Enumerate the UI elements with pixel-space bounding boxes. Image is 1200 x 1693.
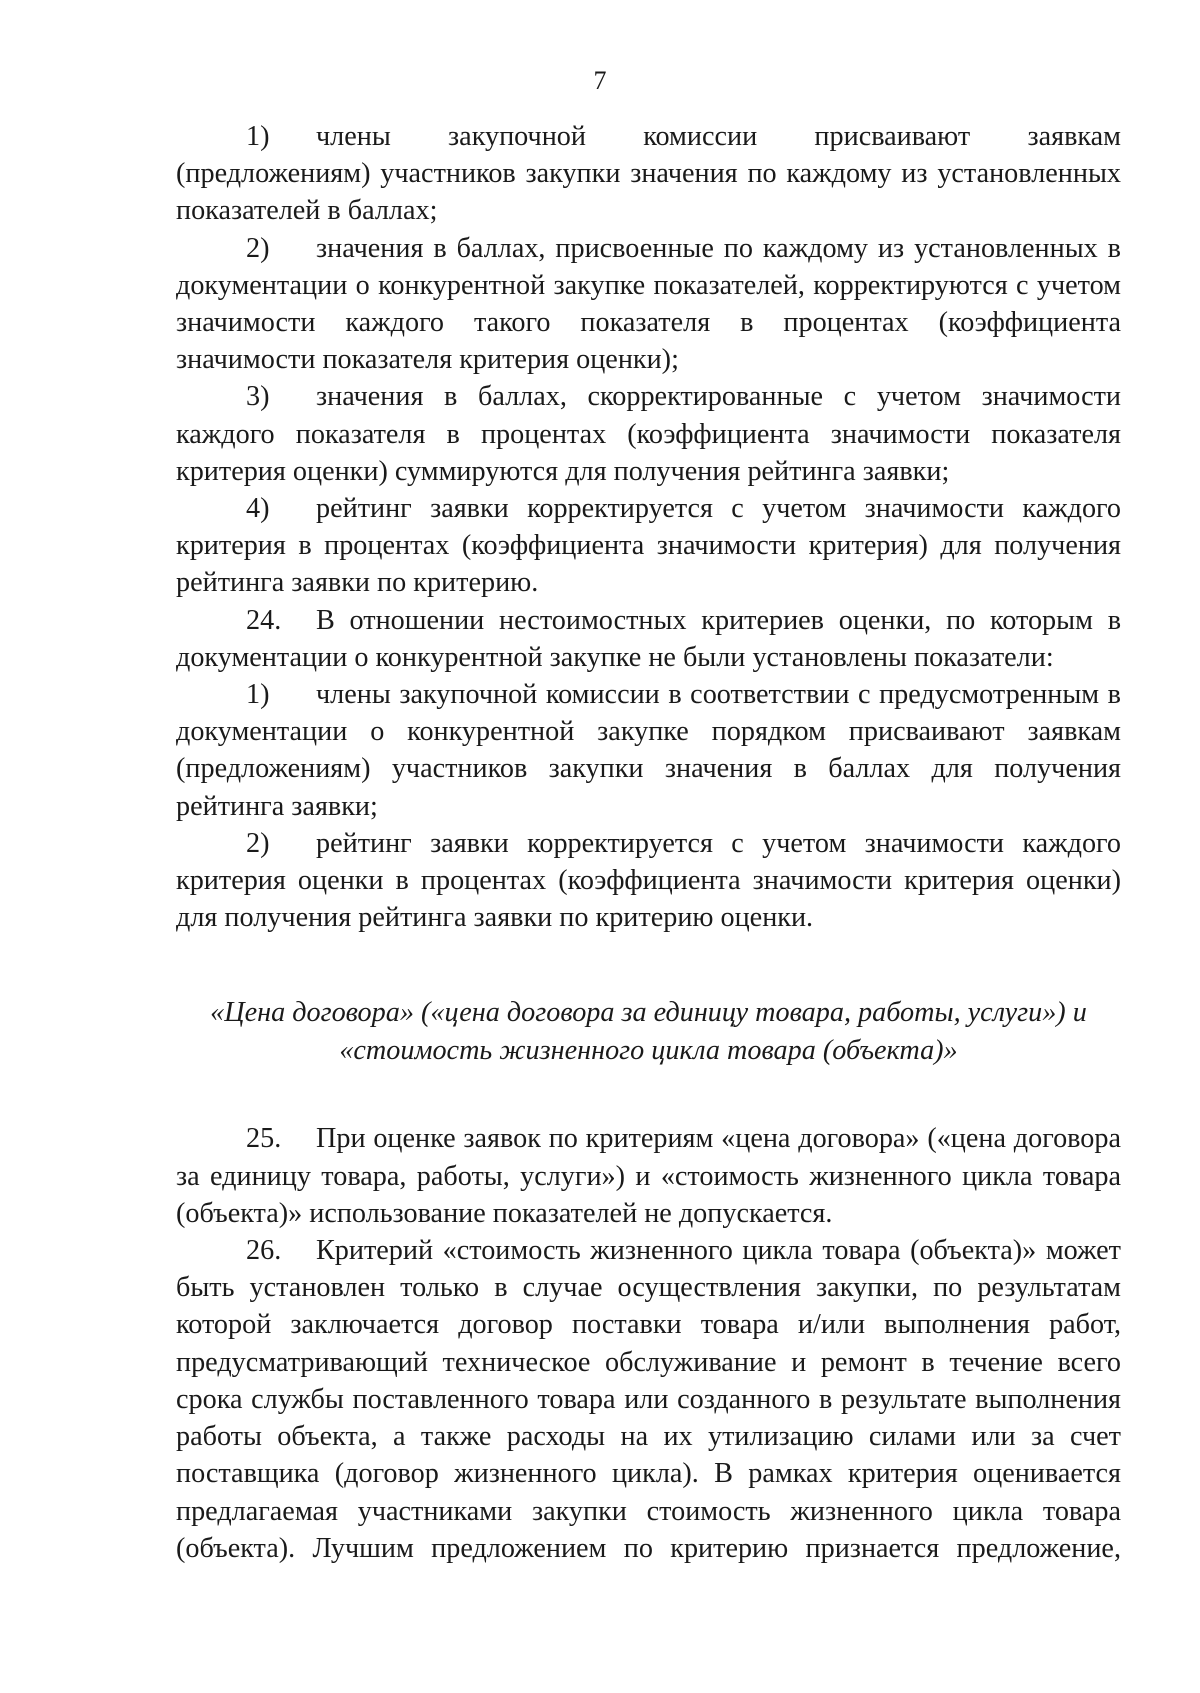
item-text: рейтинг заявки корректируется с учетом значимости каждого критерия оценки в процентах (коэффициента значимости критерия оценки) для получения рейтинга заявки по критерию оценки. xyxy=(176,827,1121,934)
item-number: 3) xyxy=(246,381,270,413)
section-heading xyxy=(176,994,1121,1070)
list-item xyxy=(176,230,1121,379)
item-number: 2) xyxy=(246,827,270,859)
item-number: 2) xyxy=(246,232,270,264)
page-number: 7 xyxy=(593,66,607,95)
clause-text: Критерий «стоимость жизненного цикла товара (объекта)» может быть установлен только в случае осуществления закупки, по результатам которой заключается договор поставки товара и/или выполнения работ, предусматривающий техническое обслуживание и ремонт в течение всего срока службы поставленного товара или созданного в результате выполнения работы объекта, а также расходы на их утилизацию силами или за счет поставщика (договор жизненного цикла). В рамках критерия оценивается предлагаемая участниками закупки стоимость жизненного цикла товара (объекта). Лучшим предложением по критерию признается предложение, xyxy=(176,1235,1121,1564)
item-text: рейтинг заявки корректируется с учетом значимости каждого критерия в процентах (коэффициента значимости критерия) для получения рейтинга заявки по критерию. xyxy=(176,493,1121,599)
clause-number: 24. xyxy=(246,604,282,636)
section-heading-line: «Цена договора» («цена договора за единицу товара, работы, услуги») и xyxy=(210,997,1087,1029)
item-number: 1) xyxy=(246,679,270,711)
clause xyxy=(176,1120,1121,1232)
item-text: значения в баллах, скорректированные с учетом значимости каждого показателя в процентах (коэффициента значимости показателя критерия оценки) суммируются для получения рейтинга заявки; xyxy=(176,381,1121,487)
clause xyxy=(176,1232,1121,1567)
list-item xyxy=(176,825,1121,937)
list-item xyxy=(176,118,1121,230)
item-text: члены закупочной комиссии присваивают заявкам (предложениям) участников закупки значения по каждому из установленных показателей в баллах; xyxy=(176,121,1121,227)
clause xyxy=(176,602,1121,676)
item-text: значения в баллах, присвоенные по каждому из установленных в документации о конкурентной закупке показателей, корректируются с учетом значимости каждого такого показателя в процентах (коэффициента значимости показателя критерия оценки); xyxy=(176,232,1121,376)
list-item xyxy=(176,490,1121,602)
clause-number: 25. xyxy=(246,1123,282,1155)
list-item xyxy=(176,676,1121,825)
list-item xyxy=(176,378,1121,490)
item-number: 1) xyxy=(246,121,270,152)
clause-text: При оценке заявок по критериям «цена договора» («цена договора за единицу товара, работы, услуги») и «стоимость жизненного цикла товара (объекта)» использование показателей не допускается. xyxy=(176,1123,1121,1229)
document-body xyxy=(176,118,1121,1567)
clause-number: 26. xyxy=(246,1235,282,1267)
section-heading-line: «стоимость жизненного цикла товара (объекта)» xyxy=(339,1035,958,1067)
item-text: члены закупочной комиссии в соответствии с предусмотренным в документации о конкурентной закупке порядком присваивают заявкам (предложениям) участников закупки значения в баллах для получения рейтинга заявки; xyxy=(176,679,1121,822)
clause-text: В отношении нестоимостных критериев оценки, по которым в документации о конкурентной закупке не были установлены показатели: xyxy=(176,604,1121,673)
item-number: 4) xyxy=(246,493,270,525)
